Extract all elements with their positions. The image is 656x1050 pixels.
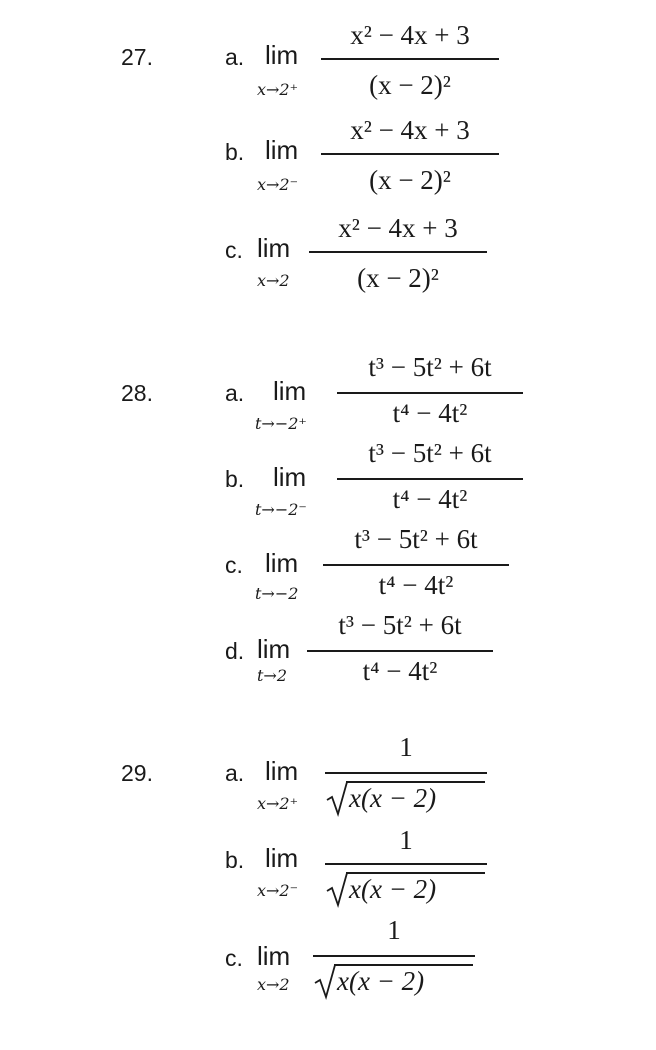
lim-operator: lim (257, 634, 291, 664)
fraction (313, 915, 475, 1007)
limit-subscript: x→2⁻ (257, 175, 299, 194)
fraction-bar (325, 772, 487, 774)
lim-operator: lim (273, 462, 307, 492)
part-label: c. (225, 552, 243, 578)
numerator: 1 (399, 732, 413, 762)
limit-27a (225, 20, 525, 100)
part-label: d. (225, 638, 245, 664)
numerator: 1 (399, 825, 413, 855)
limit-29a (225, 732, 525, 812)
denominator: (x − 2)² (369, 165, 451, 195)
square-root (313, 961, 475, 1003)
fraction (325, 732, 487, 824)
limit-subscript: x→2⁻ (257, 881, 299, 900)
lim-operator: lim (265, 843, 299, 873)
problem-number: 27. (121, 44, 153, 70)
fraction-bar (325, 863, 487, 865)
part-label: a. (225, 44, 245, 70)
fraction (321, 20, 499, 106)
limit-subscript: x→2⁺ (257, 794, 299, 813)
limit-28c (225, 524, 535, 604)
radical-sign-icon (325, 778, 351, 818)
square-root (325, 869, 487, 911)
lim-operator: lim (257, 941, 291, 971)
radicand: x(x − 2) (349, 874, 437, 904)
limit-28b (225, 438, 535, 518)
denominator: t⁴ − 4t² (362, 656, 438, 686)
fraction-bar (323, 564, 509, 566)
radical-sign-icon (325, 869, 351, 909)
numerator: t³ − 5t² + 6t (338, 610, 462, 640)
part-label: a. (225, 380, 245, 406)
numerator: x² − 4x + 3 (350, 115, 470, 145)
radical-sign-icon (313, 961, 339, 1001)
denominator: (x − 2)² (357, 263, 439, 293)
problem-number: 28. (121, 380, 153, 406)
limit-subscript: t→−2 (255, 584, 299, 603)
part-label: b. (225, 847, 245, 873)
denominator: t⁴ − 4t² (392, 484, 468, 514)
fraction-bar (309, 251, 487, 253)
fraction-bar (313, 955, 475, 957)
denominator: t⁴ − 4t² (378, 570, 454, 600)
radicand: x(x − 2) (349, 783, 437, 813)
fraction (307, 610, 493, 696)
limit-28a (225, 352, 535, 432)
limit-27b (225, 115, 525, 195)
denominator: (x − 2)² (369, 70, 451, 100)
limit-subscript: t→2 (257, 666, 288, 685)
part-label: b. (225, 466, 245, 492)
limit-subscript: x→2 (257, 975, 290, 994)
limit-28d (225, 610, 535, 690)
lim-operator: lim (265, 756, 299, 786)
fraction-bar (321, 153, 499, 155)
numerator: t³ − 5t² + 6t (368, 438, 492, 468)
limit-29b (225, 825, 525, 905)
limit-subscript: x→2 (257, 271, 290, 290)
part-label: c. (225, 945, 243, 971)
fraction (325, 825, 487, 917)
fraction (309, 213, 487, 299)
fraction-bar (337, 392, 523, 394)
limit-27c (225, 213, 525, 293)
numerator: t³ − 5t² + 6t (368, 352, 492, 382)
numerator: 1 (387, 915, 401, 945)
limit-29c (225, 915, 525, 995)
numerator: x² − 4x + 3 (338, 213, 458, 243)
fraction (337, 438, 523, 524)
lim-operator: lim (273, 376, 307, 406)
fraction-bar (307, 650, 493, 652)
part-label: b. (225, 139, 245, 165)
lim-operator: lim (265, 40, 299, 70)
fraction (323, 524, 509, 610)
fraction (337, 352, 523, 438)
numerator: x² − 4x + 3 (350, 20, 470, 50)
denominator: t⁴ − 4t² (392, 398, 468, 428)
lim-operator: lim (265, 548, 299, 578)
fraction-bar (337, 478, 523, 480)
problem-number: 29. (121, 760, 153, 786)
lim-operator: lim (265, 135, 299, 165)
radicand: x(x − 2) (337, 966, 425, 996)
limit-subscript: t→−2⁺ (255, 414, 307, 433)
fraction-bar (321, 58, 499, 60)
numerator: t³ − 5t² + 6t (354, 524, 478, 554)
limit-subscript: t→−2⁻ (255, 500, 307, 519)
part-label: a. (225, 760, 245, 786)
limit-subscript: x→2⁺ (257, 80, 299, 99)
lim-operator: lim (257, 233, 291, 263)
square-root (325, 778, 487, 820)
fraction (321, 115, 499, 201)
part-label: c. (225, 237, 243, 263)
